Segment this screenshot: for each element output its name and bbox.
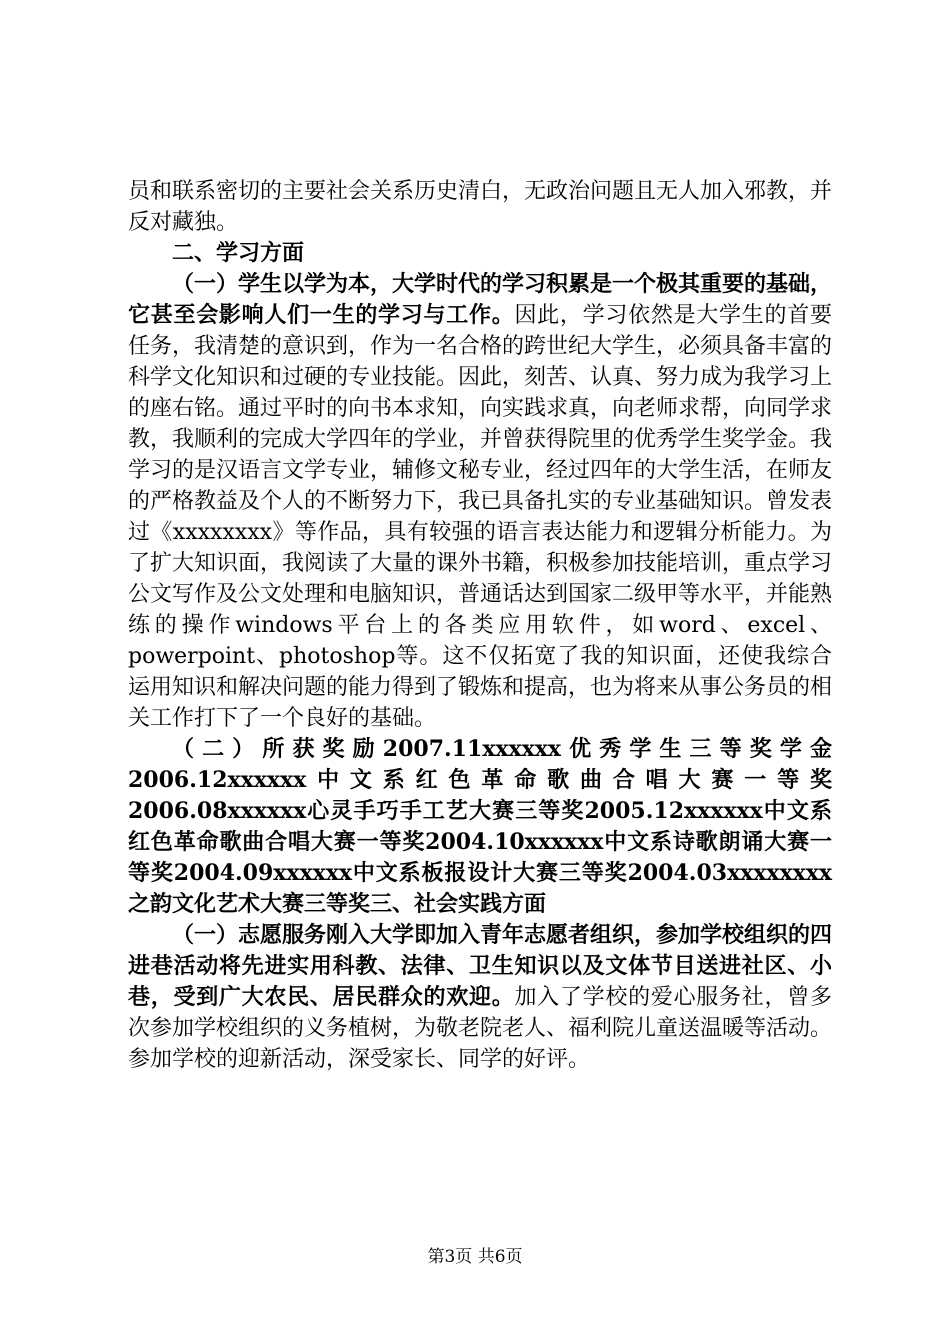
paragraph-political-background: 员和联系密切的主要社会关系历史清白，无政治问题且无人加入邪教，并反对藏独。 bbox=[128, 179, 833, 235]
paragraph-study-body: 因此，学习依然是大学生的首要任务，我清楚的意识到，作为一名合格的跨世纪大学生，必须具备丰富的科学文化知识和过硬的专业技能。因此，刻苦、认真、努力成为我学习上的座右铭。通过平时的向书本求知，向实践求真，向老师求帮，向同学求教，我顺利的完成大学四年的学业，并曾获得院里的优秀学生奖学金。我学习的是汉语言文学专业，辅修文秘专业，经过四年的大学生活，在师友的严格教益及个人的不断努力下，我已具备扎实的专业基础知识。曾发表过《xxxxxxxx》等作品，具有较强的语言表达能力和逻辑分析能力。为了扩大知识面，我阅读了大量的课外书籍，积极参加技能培训，重点学习公文写作及公文处理和电脑知识，普通话达到国家二级甲等水平，并能熟练的操作windows平台上的各类应用软件，如word、excel、powerpoint、photoshop等。这不仅拓宽了我的知识面，还使我综合运用知识和解决问题的能力得到了锻炼和提高，也为将来从事公务员的相关工作打下了一个良好的基础。 bbox=[128, 303, 833, 731]
paragraph-volunteer-lead: （一）志愿服务刚入大学即加入青年志愿者组织，参加学校组织的四进巷活动将先进实用科教、法律、卫生知识以及文体节目送进社区、小巷，受到广大农民、居民群众的欢迎。 bbox=[128, 922, 833, 1010]
paragraph-study-lead: （一）学生以学为本，大学时代的学习积累是一个极其重要的基础，它甚至会影响人们一生的学习与工作。 bbox=[128, 271, 833, 328]
document-body bbox=[128, 176, 832, 1075]
page-number: 第3页 共6页 bbox=[427, 1247, 523, 1267]
paragraph-study bbox=[128, 269, 832, 734]
paragraph-volunteer-body: 加入了学校的爱心服务社，曾多次参加学校组织的义务植树，为敬老院老人、福利院儿童送温暖等活动。参加学校的迎新活动，深受家长、同学的好评。 bbox=[128, 985, 833, 1072]
section-heading-study: 二、学习方面 bbox=[172, 240, 305, 266]
paragraph-volunteer bbox=[128, 920, 832, 1075]
paragraph-awards: （二）所获奖励2007.11xxxxxx优秀学生三等奖学金2006.12xxxxxx中文系红色革命歌曲合唱大赛一等奖2006.08xxxxxx心灵手巧手工艺大赛三等奖2005.12xxxxxx中文系红色革命歌曲合唱大赛一等奖2004.10xxxxxx中文系诗歌朗诵大赛一等奖2004.09xxxxxx中文系板报设计大赛三等奖2004.03xxxxxxxx之韵文化艺术大赛三等奖三、社会实践方面 bbox=[128, 736, 832, 917]
